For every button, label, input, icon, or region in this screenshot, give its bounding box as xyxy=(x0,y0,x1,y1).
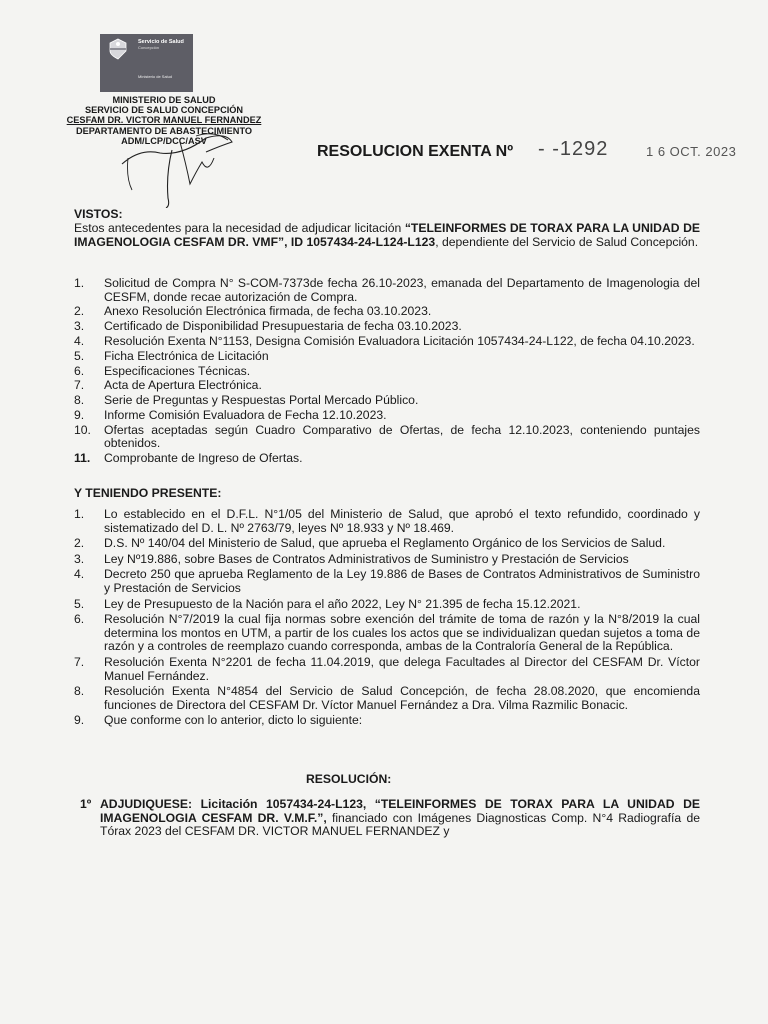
list-item-number: 7. xyxy=(74,378,85,393)
list-item-text: Acta de Apertura Electrónica. xyxy=(104,378,262,393)
list-item-number: 6. xyxy=(74,363,85,378)
resolucion-item-body xyxy=(80,798,700,839)
teniendo-presente-heading: Y TENIENDO PRESENTE: xyxy=(74,486,222,500)
list-item-text: Ficha Electrónica de Licitación xyxy=(104,348,269,363)
list-item xyxy=(74,656,700,683)
resolucion-item xyxy=(80,798,700,839)
list-item-text: Decreto 250 que aprueba Reglamento de la Ley 19.886 de Bases de Contratos Administrativos de Suministro y Prestación de Servicios xyxy=(104,567,700,595)
teniendo-list xyxy=(74,508,700,730)
list-item-number: 8. xyxy=(74,393,85,408)
resolution-date-stamp: 1 6 OCT. 2023 xyxy=(646,144,737,159)
list-item xyxy=(74,365,700,379)
list-item xyxy=(74,305,700,319)
list-item-text: Ley Nº19.886, sobre Bases de Contratos Administrativos de Suministro y Prestación de Servicios xyxy=(104,551,629,566)
list-item-text: Anexo Resolución Electrónica firmada, de fecha 03.10.2023. xyxy=(104,304,432,319)
list-item xyxy=(74,508,700,535)
list-item xyxy=(74,598,700,612)
resolucion-item-number: 1º xyxy=(80,797,92,811)
list-item xyxy=(74,537,700,551)
list-item xyxy=(74,394,700,408)
list-item-number: 7. xyxy=(74,654,85,669)
list-item xyxy=(74,424,700,451)
list-item xyxy=(74,320,700,334)
list-item xyxy=(74,568,700,595)
list-item xyxy=(74,379,700,393)
list-item-number: 9. xyxy=(74,407,85,422)
header-line: DEPARTAMENTO DE ABASTECIMIENTO xyxy=(75,125,253,136)
resolucion-adjudication: ADJUDIQUESE: Licitación 1057434-24-L123, “TELEINFORMES DE TORAX PARA LA UNIDAD DE IMAGENOLOGIA CESFAM DR. V.M.F.”, xyxy=(100,797,700,825)
list-item xyxy=(74,409,700,423)
list-item xyxy=(74,277,700,304)
list-item-number: 2. xyxy=(74,304,85,319)
list-item-number: 3. xyxy=(74,551,85,566)
list-item xyxy=(74,685,700,712)
logo-service-name: Servicio de Salud xyxy=(138,39,184,45)
vistos-paragraph xyxy=(74,222,700,249)
resolution-title: RESOLUCION EXENTA Nº xyxy=(317,143,514,160)
list-item-text: Ofertas aceptadas según Cuadro Comparativo de Ofertas, de fecha 12.10.2023, conteniendo puntajes obtenidos. xyxy=(104,422,700,451)
list-item-text: Certificado de Disponibilidad Presupuestaria de fecha 03.10.2023. xyxy=(104,319,462,334)
logo-service-region: Concepción xyxy=(138,45,160,50)
list-item-number: 1. xyxy=(74,507,85,521)
list-item-number: 9. xyxy=(74,713,85,728)
logo-government: Ministerio de Salud xyxy=(138,74,173,79)
list-item-text: Serie de Preguntas y Respuestas Portal Mercado Público. xyxy=(104,393,419,408)
list-item xyxy=(74,613,700,654)
list-item-number: 3. xyxy=(74,319,85,334)
list-item xyxy=(74,452,700,466)
list-item xyxy=(74,714,700,728)
list-item-number: 6. xyxy=(74,612,85,627)
list-item-text: Lo establecido en el D.F.L. N°1/05 del Ministerio de Salud, que aprobó el texto refundido, coordinado y sistematizado del D. L. Nº 2763/79, leyes Nº 18.933 y Nº 18.469. xyxy=(104,507,700,535)
list-item-text: D.S. Nº 140/04 del Ministerio de Salud, que aprueba el Reglamento Orgánico de los Servicios de Salud. xyxy=(104,536,666,551)
header-line: MINISTERIO DE SALUD xyxy=(112,95,216,105)
list-item-number: 2. xyxy=(74,536,85,551)
list-item-text: Resolución Exenta N°1153, Designa Comisión Evaluadora Licitación 1057434-24-L122, de fecha 04.10.2023. xyxy=(104,333,695,348)
list-item-text: Resolución Exenta N°2201 de fecha 11.04.2019, que delega Facultades al Director del CESFAM Dr. Víctor Manuel Fernández. xyxy=(104,654,700,683)
resolucion-heading: RESOLUCIÓN: xyxy=(306,772,392,786)
resolution-number-stamp: - -1292 xyxy=(538,138,609,160)
list-item-number: 11. xyxy=(74,451,91,465)
list-item-number: 4. xyxy=(74,567,85,582)
list-item-text: Resolución Exenta N°4854 del Servicio de Salud Concepción, de fecha 28.08.2020, que encomienda funciones de Directora del CESFAM Dr. Víctor Manuel Fernández a Dra. Vilma Razmilic Bonacic. xyxy=(104,684,700,712)
list-item-text: Especificaciones Técnicas. xyxy=(104,363,251,378)
header-line: ADM/LCP/DCC/ASV xyxy=(121,135,207,146)
list-item-number: 10. xyxy=(74,422,91,437)
list-item-text: Comprobante de Ingreso de Ofertas. xyxy=(104,451,303,465)
list-item-number: 1. xyxy=(74,276,85,290)
list-item-number: 5. xyxy=(74,348,85,363)
handwritten-signature xyxy=(110,128,250,208)
header-line: SERVICIO DE SALUD CONCEPCIÓN xyxy=(84,105,244,116)
list-item-text: Resolución N°7/2019 la cual fija normas sobre exención del trámite de toma de razón y la N°8/2019 la cual determina los montos en UTM, a partir de los cuales los actos que se individualizan quedan sujetos a toma de razón y a controles de reemplazo cuando corresponda, ambas de la Contraloría General de la República. xyxy=(104,612,700,654)
ministry-logo xyxy=(100,34,193,92)
chile-crest-icon xyxy=(106,38,130,60)
list-item-text: Que conforme con lo anterior, dicto lo siguiente: xyxy=(104,713,363,728)
list-item xyxy=(74,350,700,364)
list-item xyxy=(74,335,700,349)
list-item-number: 4. xyxy=(74,333,85,348)
list-item xyxy=(74,553,700,567)
list-item-number: 8. xyxy=(74,684,85,699)
vistos-intro: Estos antecedentes para la necesidad de adjudicar licitación xyxy=(74,221,405,235)
list-item-number: 5. xyxy=(74,596,85,611)
list-item-text: Informe Comisión Evaluadora de Fecha 12.10.2023. xyxy=(104,407,387,422)
header-line: CESFAM DR. VICTOR MANUEL FERNANDEZ xyxy=(66,115,262,126)
list-item-text: Solicitud de Compra N° S-COM-7373de fecha 26.10-2023, emanada del Departamento de Imagenologia del CESFM, donde recae autorización de Compra. xyxy=(104,276,700,304)
vistos-list xyxy=(74,277,700,467)
resolucion-tail: financiado con Imágenes Diagnosticas Comp. N°4 Radiografía de Tórax 2023 del CESFAM DR. VICTOR MANUEL FERNANDEZ y xyxy=(100,810,700,839)
vistos-heading: VISTOS: xyxy=(74,207,123,221)
vistos-tender-name: “TELEINFORMES DE TORAX PARA LA UNIDAD DE IMAGENOLOGIA CESFAM DR. VMF”, ID 1057434-24-L124-L123 xyxy=(74,221,700,249)
vistos-tail: , dependiente del Servicio de Salud Concepción. xyxy=(435,234,699,249)
list-item-text: Ley de Presupuesto de la Nación para el año 2022, Ley N° 21.395 de fecha 15.12.2021. xyxy=(104,596,581,611)
